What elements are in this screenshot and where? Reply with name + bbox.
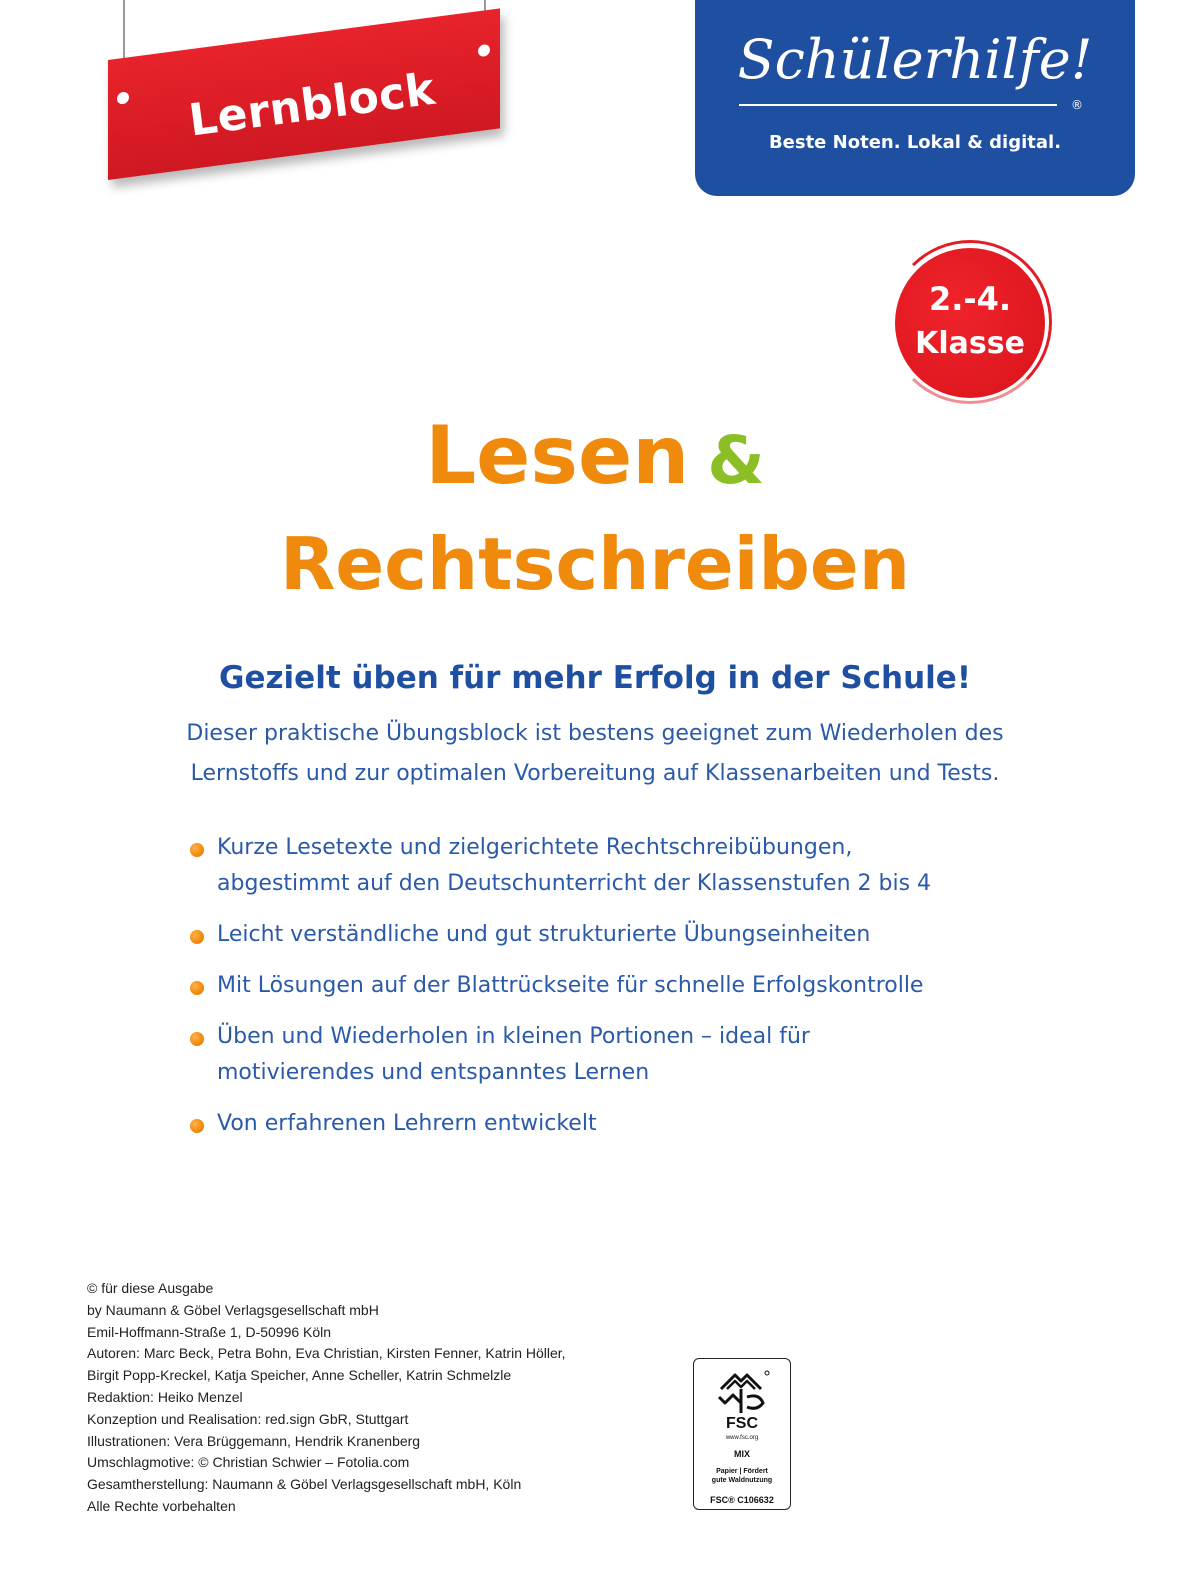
title-ampersand: &	[707, 422, 765, 499]
bullet-dot-icon	[190, 843, 204, 857]
feature-line: abgestimmt auf den Deutschunterricht der Klassenstufen 2 bis 4	[217, 871, 932, 896]
title-word-lesen: Lesen	[425, 409, 690, 502]
feature-item	[190, 1019, 1010, 1091]
imprint-line: Birgit Popp-Kreckel, Katja Speicher, Anne Scheller, Katrin Schmelzle	[87, 1367, 512, 1384]
lernblock-label: Lernblock	[186, 63, 439, 147]
imprint-line: by Naumann & Göbel Verlagsgesellschaft mbH	[87, 1301, 379, 1318]
title-line-1	[0, 406, 1190, 511]
brand-registered-mark: ®	[1071, 98, 1083, 112]
brand-underline	[739, 104, 1057, 106]
fsc-desc-line: gute Waldnutzung	[711, 1477, 773, 1484]
feature-line: Leicht verständliche und gut strukturierte Übungseinheiten	[217, 922, 871, 947]
imprint-line: Autoren: Marc Beck, Petra Bohn, Eva Christian, Kirsten Fenner, Katrin Höller,	[87, 1345, 566, 1362]
imprint-line: Alle Rechte vorbehalten	[87, 1497, 236, 1514]
fsc-url: www.fsc.org	[725, 1435, 759, 1441]
brand-name: Schülerhilfe!	[737, 28, 1093, 91]
imprint-line: © für diese Ausgabe	[87, 1280, 214, 1296]
headline: Gezielt üben für mehr Erfolg in der Schule!	[219, 660, 971, 696]
intro-line: Dieser praktische Übungsblock ist bestens geeignet zum Wiederholen des	[186, 721, 1004, 746]
feature-line: Von erfahrenen Lehrern entwickelt	[217, 1111, 597, 1136]
intro-text	[160, 714, 1030, 794]
fsc-tree-icon	[711, 1367, 773, 1415]
feature-item	[190, 830, 1010, 902]
fsc-desc-line: Papier | Fördert	[716, 1468, 768, 1475]
brand-logo-box	[695, 0, 1135, 196]
sign-hole-left	[117, 91, 129, 105]
imprint-line: Redaktion: Heiko Menzel	[87, 1388, 243, 1405]
bullet-dot-icon	[190, 981, 204, 995]
feature-line: Kurze Lesetexte und zielgerichtete Rechtschreibübungen,	[217, 835, 853, 860]
grade-label: Klasse	[915, 326, 1025, 361]
title-word-rechtschreiben: Rechtschreiben	[279, 522, 911, 606]
intro-line: Lernstoffs und zur optimalen Vorbereitung auf Klassenarbeiten und Tests.	[190, 761, 1000, 786]
imprint-line: Gesamtherstellung: Naumann & Göbel Verlagsgesellschaft mbH, Köln	[87, 1476, 522, 1493]
fsc-label	[693, 1358, 791, 1510]
brand-slogan: Beste Noten. Lokal & digital.	[768, 132, 1062, 153]
feature-item	[190, 917, 1010, 953]
imprint	[87, 1278, 647, 1518]
feature-line: Mit Lösungen auf der Blattrückseite für schnelle Erfolgskontrolle	[217, 973, 924, 998]
fsc-code: FSC® C106632	[710, 1495, 774, 1505]
bullet-dot-icon	[190, 1119, 204, 1133]
bullet-dot-icon	[190, 930, 204, 944]
imprint-line: Umschlagmotive: © Christian Schwier – Fotolia.com	[87, 1454, 410, 1471]
fsc-word: FSC	[726, 1415, 758, 1432]
grade-badge	[895, 248, 1045, 398]
feature-item	[190, 968, 1010, 1004]
feature-item	[190, 1106, 1010, 1142]
fsc-mix: MIX	[733, 1449, 750, 1459]
imprint-line: Illustrationen: Vera Brüggemann, Hendrik Kranenberg	[87, 1432, 421, 1449]
imprint-line: Konzeption und Realisation: red.sign GbR, Stuttgart	[87, 1410, 409, 1427]
imprint-line: Emil-Hoffmann-Straße 1, D-50996 Köln	[87, 1323, 332, 1340]
feature-list	[190, 830, 1010, 1157]
bullet-dot-icon	[190, 1032, 204, 1046]
feature-line: motivierendes und entspanntes Lernen	[217, 1060, 650, 1085]
fsc-description	[698, 1467, 786, 1485]
grade-range: 2.-4.	[928, 280, 1012, 318]
sign-hole-right	[478, 44, 490, 58]
feature-line: Üben und Wiederholen in kleinen Portionen – ideal für	[217, 1024, 810, 1049]
